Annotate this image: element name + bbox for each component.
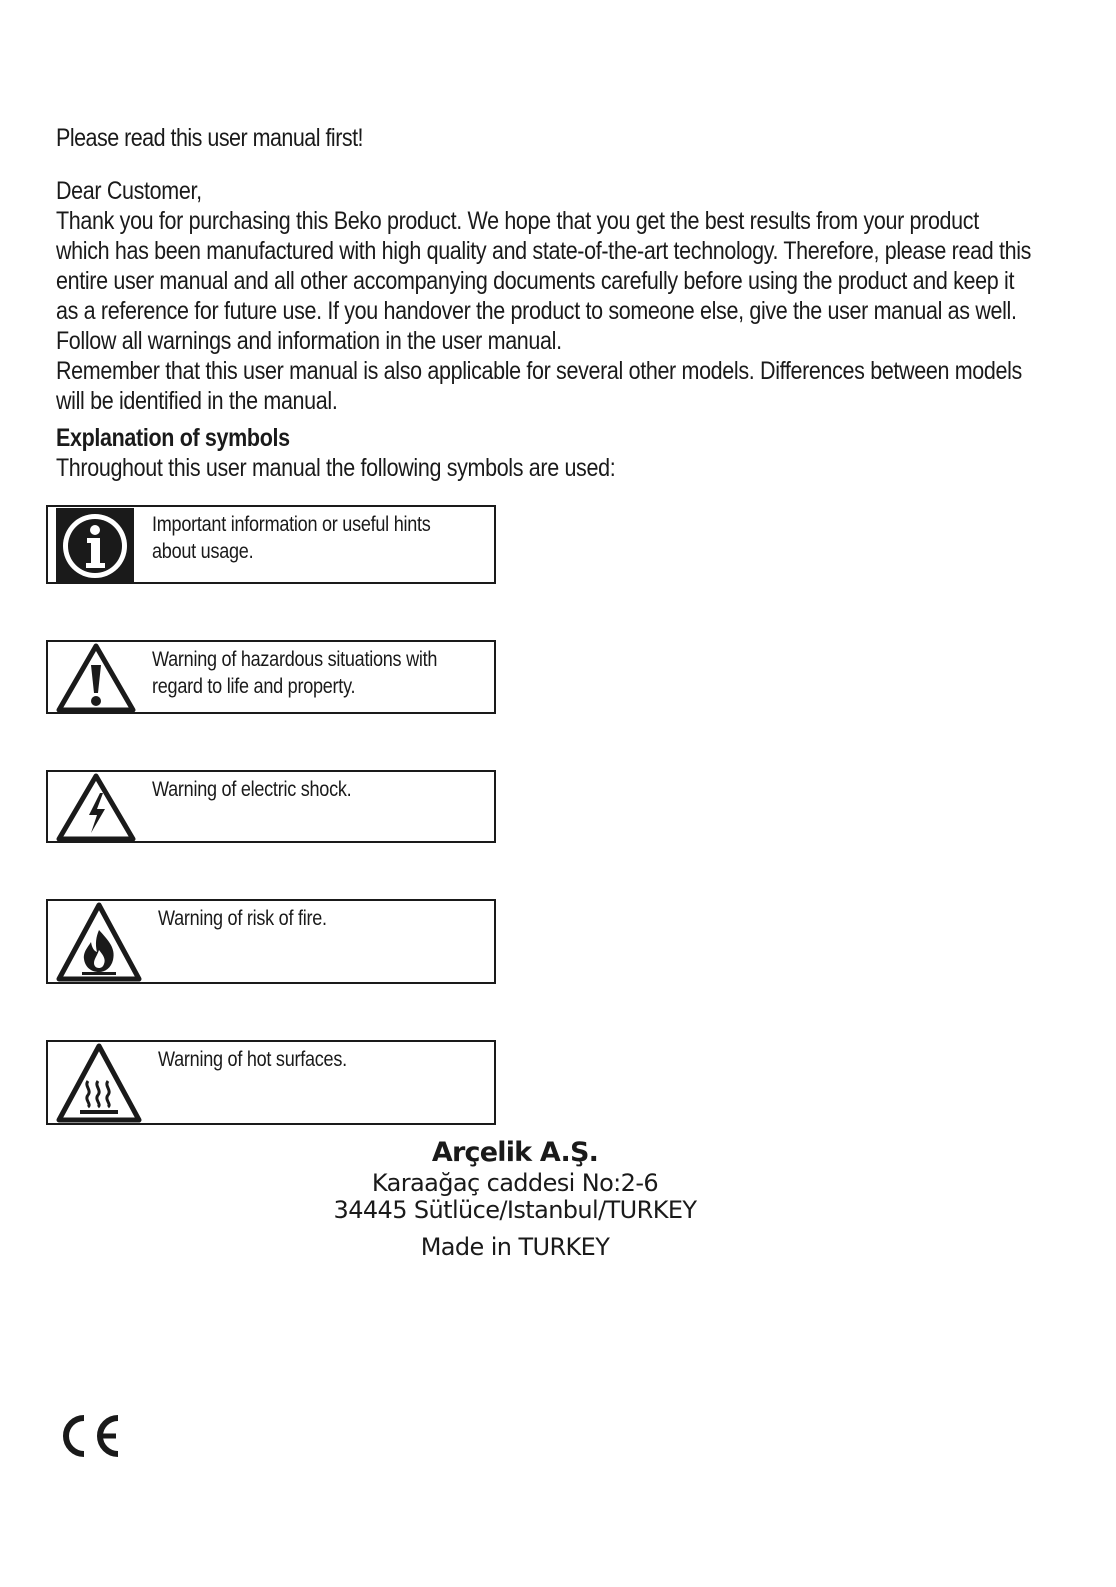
intro-text: [56, 176, 1036, 483]
symbols-heading: Explanation of symbols: [56, 424, 290, 452]
symbol-box-info: [46, 505, 496, 584]
ce-mark-icon: [56, 1412, 122, 1460]
symbol-box-warning: [46, 640, 496, 714]
company-name: Arçelik A.Ş.: [431, 1137, 599, 1168]
hot-surface-icon: [56, 1043, 142, 1123]
symbol-box-hot-surface: [46, 1040, 496, 1125]
symbol-box-electric: [46, 770, 496, 843]
symbol-text-electric: Warning of electric shock.: [152, 778, 352, 801]
address-street: Karaağaç caddesi No:2-6: [371, 1169, 659, 1197]
intro-paragraph-2: Remember that this user manual is also applicable for several other models. Differences between models will be identified in the manual.: [56, 357, 1022, 415]
electric-shock-icon: [56, 773, 136, 842]
symbol-box-fire: [46, 899, 496, 984]
page-title: Please read this user manual first!: [56, 124, 363, 152]
address-city: 34445 Sütlüce/Istanbul/TURKEY: [333, 1196, 697, 1224]
warning-icon: [56, 643, 136, 713]
intro-paragraph-1: Thank you for purchasing this Beko product. We hope that you get the best results from your product which has been manufactured with high quality and state-of-the-art technology. Therefore, please read this entire user manual and all other accompanying documents carefully before using the product and keep it as a reference for future use. If you handover the product to someone else, give the user manual as well. Follow all warnings and information in the user manual.: [56, 207, 1032, 355]
manufacturer-address: [0, 1136, 1030, 1261]
symbol-text-info: Important information or useful hints about usage.: [152, 513, 431, 563]
symbol-text-hot-surface: Warning of hot surfaces.: [158, 1048, 347, 1071]
made-in-label: Made in TURKEY: [420, 1233, 610, 1261]
symbol-text-fire: Warning of risk of fire.: [158, 907, 327, 930]
symbol-text-warning: Warning of hazardous situations with regard to life and property.: [152, 648, 438, 698]
info-icon: [56, 508, 134, 582]
symbols-intro: Throughout this user manual the following symbols are used:: [56, 454, 616, 482]
fire-icon: [56, 902, 142, 982]
salutation: Dear Customer,: [56, 177, 202, 205]
